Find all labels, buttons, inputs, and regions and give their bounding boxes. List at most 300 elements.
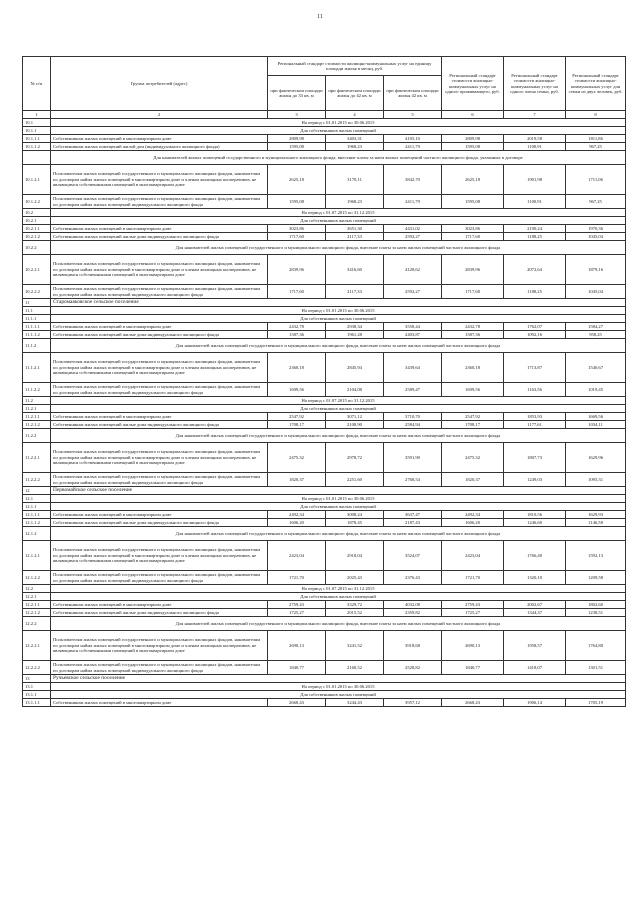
period-label: Для собственников жилых помещений: [51, 217, 626, 225]
value-cell: 1968,23: [326, 143, 384, 151]
value-cell: 1606,20: [442, 519, 504, 527]
value-cell: 2359,82: [384, 609, 442, 617]
value-cell: 1807,73: [504, 443, 566, 473]
value-cell: 1820,37: [442, 473, 504, 487]
period-label: Для собственников жилых помещений: [51, 315, 626, 323]
table-row: [23, 315, 626, 323]
value-cell: 1717,60: [442, 233, 504, 241]
value-cell: 1811,86: [566, 135, 626, 143]
value-cell: 3651,30: [326, 225, 384, 233]
table-row: [23, 527, 626, 541]
value-cell: 4032,08: [384, 601, 442, 609]
row-number: 10.1.1.2: [23, 143, 51, 151]
value-cell: 2592,27: [384, 233, 442, 241]
value-cell: 3710,70: [384, 413, 442, 421]
consumer-group: Собственникам жилых помещений в многоквартирном доме: [51, 413, 268, 421]
row-number: 11.1: [23, 307, 51, 315]
value-cell: 2839,96: [442, 255, 504, 285]
table-row: [23, 519, 626, 527]
consumer-group: Собственникам жилых помещений жилые дома индивидуального жилищного фонда: [51, 609, 268, 617]
row-number: 10.2.1: [23, 217, 51, 225]
value-cell: 1970,36: [566, 225, 626, 233]
period-label: На период с 01.01.2015 по 30.06.2015: [51, 683, 626, 691]
consumer-group: Пользователям жилых помещений государственного и муниципального жилищных фондов, нанимателям по договорам найма жилых помещений в многоквартирном доме и членам жилищных кооперативов, не являющимся собственниками помещений в многоквартирном доме: [51, 443, 268, 473]
consumer-group: Собственникам жилых помещений жилые дома индивидуального жилищного фонда: [51, 233, 268, 241]
value-cell: 1320,10: [504, 571, 566, 585]
header-two-person: Региональный стандарт стоимости жилищно-коммунальных услуг для семьи из двух человек, руб.: [566, 57, 626, 111]
value-cell: 2187,43: [384, 519, 442, 527]
value-cell: 3558,44: [384, 323, 442, 331]
header-per-member: Региональный стандарт стоимости жилищно-коммунальных услуг на одного члена семьи, руб.: [504, 57, 566, 111]
row-number: 11.2.1.1: [23, 413, 51, 421]
value-cell: 1699,56: [268, 383, 326, 397]
page-number: 11: [317, 14, 323, 20]
period-label: На период с 01.07.2015 по 31.12.2015: [51, 397, 626, 405]
value-cell: 2072,64: [504, 255, 566, 285]
consumer-group: Пользователям жилых помещений государственного и муниципального жилищных фондов, нанимателям по договорам найма жилых помещений индивидуального жилищного фонда: [51, 661, 268, 675]
consumer-group: Пользователям жилых помещений государственного и муниципального жилищных фондов, нанимателям по договорам найма жилых помещений в многоквартирном доме и членам жилищных кооперативов, не являющимся собственниками помещений в многоквартирном доме: [51, 353, 268, 383]
value-cell: 1721,70: [268, 571, 326, 585]
table-row: [23, 511, 626, 519]
row-number: 12.1.1: [23, 503, 51, 511]
value-cell: 3244,43: [326, 699, 384, 707]
section-title: Ручьевское сельское поселение: [51, 675, 626, 683]
value-cell: 1100,91: [504, 143, 566, 151]
column-index: 2: [51, 111, 268, 119]
value-cell: 2423,04: [268, 541, 326, 571]
value-cell: 3008,24: [326, 511, 384, 519]
group-note: Для нанимателей жилых помещений государственного и муниципального жилищного фонда, внесение платы за наем жилых помещений частного жилищного фонда: [51, 527, 626, 541]
period-label: Для собственников жилых помещений: [51, 503, 626, 511]
value-cell: 3842,70: [384, 165, 442, 195]
value-cell: 4431,02: [384, 225, 442, 233]
value-cell: 2690,13: [268, 631, 326, 661]
value-cell: 2475,32: [442, 443, 504, 473]
value-cell: 2690,13: [442, 631, 504, 661]
row-number: 12.1.2.1: [23, 541, 51, 571]
value-cell: 1840,77: [268, 661, 326, 675]
table-row: [23, 331, 626, 339]
table-row: [23, 241, 626, 255]
value-cell: 3071,12: [326, 413, 384, 421]
row-number: 10.1.1.1: [23, 135, 51, 143]
table-row: [23, 571, 626, 585]
row-number: 12: [23, 487, 51, 495]
table-row: [23, 699, 626, 707]
consumer-group: Пользователям жилых помещений государственного и муниципального жилищных фондов, нанимателям по договорам найма жилых помещений индивидуального жилищного фонда: [51, 285, 268, 299]
value-cell: 2589,47: [384, 383, 442, 397]
table-row: [23, 473, 626, 487]
table-row: [23, 691, 626, 699]
value-cell: 1705,19: [566, 699, 626, 707]
value-cell: 4105,10: [384, 135, 442, 143]
period-label: На период с 01.01.2015 по 30.06.2015: [51, 307, 626, 315]
value-cell: 2411,79: [384, 195, 442, 209]
value-cell: 2584,94: [384, 421, 442, 429]
value-cell: 1418,07: [504, 661, 566, 675]
consumer-group: Собственникам жилых помещений жилые дома индивидуального жилищного фонда: [51, 331, 268, 339]
row-number: 10.2.1.2: [23, 233, 51, 241]
row-number: 11.1.1.1: [23, 323, 51, 331]
row-number: 12.2.2.2: [23, 661, 51, 675]
row-number: 12.1.2.2: [23, 571, 51, 585]
consumer-group: Собственникам жилых помещений в многоквартирном доме: [51, 323, 268, 331]
consumer-group: Пользователям жилых помещений государственного и муниципального жилищных фондов, нанимателям по договорам найма жилых помещений в многоквартирном доме и членам жилищных кооперативов, не являющимся собственниками помещений в многоквартирном доме: [51, 631, 268, 661]
value-cell: 3023,86: [268, 225, 326, 233]
consumer-group: Пользователям жилых помещений государственного и муниципального жилищных фондов, нанимателям по договорам найма жилых помещений индивидуального жилищного фонда: [51, 383, 268, 397]
consumer-group: Собственникам жилых помещений в многоквартирном доме: [51, 511, 268, 519]
value-cell: 2978,72: [326, 443, 384, 473]
header-area-33: при фактическом площади жилья до 33 кв. м: [268, 76, 326, 111]
value-cell: 967,25: [566, 143, 626, 151]
value-cell: 1595,08: [442, 195, 504, 209]
value-cell: 2423,04: [442, 541, 504, 571]
value-cell: 2625,18: [268, 165, 326, 195]
value-cell: 1587,36: [268, 331, 326, 339]
value-cell: 1717,60: [268, 285, 326, 299]
row-number: 10.2: [23, 209, 51, 217]
table-row: [23, 285, 626, 299]
row-number: 13: [23, 675, 51, 683]
table-row: [23, 307, 626, 315]
header-area-42plus: при фактическом площади жилья 42 кв. м: [384, 76, 442, 111]
value-cell: 2668,43: [268, 699, 326, 707]
row-number: 11.1.2: [23, 339, 51, 353]
value-cell: 2025,43: [326, 571, 384, 585]
header-num: № п/п: [23, 57, 51, 111]
table-row: [23, 383, 626, 397]
value-cell: 2376,43: [384, 571, 442, 585]
row-number: 12.1: [23, 495, 51, 503]
table-row: [23, 661, 626, 675]
value-cell: 3023,86: [442, 225, 504, 233]
value-cell: 3170,11: [326, 165, 384, 195]
value-cell: 1725,27: [268, 609, 326, 617]
row-number: 12.1.2: [23, 527, 51, 541]
value-cell: 1958,57: [504, 631, 566, 661]
table-row: [23, 255, 626, 285]
value-cell: 1034,11: [566, 421, 626, 429]
value-cell: 2547,92: [268, 413, 326, 421]
column-index: 4: [326, 111, 384, 119]
table-row: [23, 165, 626, 195]
period-label: На период с 01.01.2015 по 30.06.2015: [51, 119, 626, 127]
value-cell: 1344,37: [504, 609, 566, 617]
table-row: [23, 233, 626, 241]
value-cell: 1592,13: [566, 541, 626, 571]
row-number: 10.2.1.1: [23, 225, 51, 233]
period-label: Для собственников жилых помещений: [51, 593, 626, 601]
row-number: 11.2.2.2: [23, 473, 51, 487]
table-row: [23, 683, 626, 691]
value-cell: 3957,12: [384, 699, 442, 707]
value-cell: 2117,33: [326, 285, 384, 299]
value-cell: 3524,07: [384, 541, 442, 571]
table-row: [23, 135, 626, 143]
value-cell: 3439,64: [384, 353, 442, 383]
table-header-row: [23, 57, 626, 76]
table-row: [23, 503, 626, 511]
value-cell: 2938,34: [326, 323, 384, 331]
value-cell: 1238,51: [566, 609, 626, 617]
header-standard: Региональный стандарт стоимости жилищно-коммунальных услуг на единицу площади жилья в месяц, руб.: [268, 57, 442, 76]
value-cell: 1595,08: [268, 195, 326, 209]
column-index: 7: [504, 111, 566, 119]
value-cell: 1095,31: [566, 473, 626, 487]
value-cell: 2019,58: [504, 135, 566, 143]
value-cell: 1177,61: [504, 421, 566, 429]
group-note: Для нанимателей жилых помещений государственного и муниципального жилищного фонда, внесение платы за наем жилых помещений частного жилищного фонда: [51, 617, 626, 631]
column-index: 6: [442, 111, 504, 119]
value-cell: 2475,32: [268, 443, 326, 473]
table-row: [23, 143, 626, 151]
value-cell: 1711,06: [566, 165, 626, 195]
row-number: 10.1.2.2: [23, 195, 51, 209]
section-title: Старомаяковское сельское поселение: [51, 299, 626, 307]
consumer-group: Собственникам жилых помещений в многоквартирном доме: [51, 225, 268, 233]
row-number: 10.1.2.1: [23, 165, 51, 195]
value-cell: 1721,70: [442, 571, 504, 585]
header-area-42: при фактическом площади жилья до 42 кв. м: [326, 76, 384, 111]
value-cell: 1595,08: [442, 143, 504, 151]
value-cell: 3403,31: [326, 135, 384, 143]
value-cell: 1879,16: [566, 255, 626, 285]
row-number: 10.2.2.2: [23, 285, 51, 299]
value-cell: 2759,43: [268, 601, 326, 609]
table-row: [23, 495, 626, 503]
standards-table: [22, 56, 626, 707]
consumer-group: Пользователям жилых помещений государственного и муниципального жилищных фондов, нанимателям по договорам найма жилых помещений индивидуального жилищного фонда: [51, 473, 268, 487]
value-cell: 1301,51: [566, 661, 626, 675]
value-cell: 1249,03: [504, 473, 566, 487]
row-number: 13.1.1.1: [23, 699, 51, 707]
table-row: [23, 601, 626, 609]
group-note: Для нанимателей жилых помещений государственного и муниципального жилищного фонда, внесение платы за наем жилых помещений частного жилищного фонда, указанных в договоре: [51, 151, 626, 165]
value-cell: 1906,14: [504, 699, 566, 707]
consumer-group: Пользователям жилых помещений государственного и муниципального жилищных фондов, нанимателям по договорам найма жилых помещений в многоквартирном доме и членам жилищных кооперативов, не являющимся собственниками помещений в многоквартирном доме: [51, 541, 268, 571]
value-cell: 2002,67: [504, 601, 566, 609]
table-row: [23, 151, 626, 165]
value-cell: 2768,54: [384, 473, 442, 487]
table-row: [23, 299, 626, 307]
column-index: 1: [23, 111, 51, 119]
value-cell: 1146,58: [566, 519, 626, 527]
value-cell: 1606,20: [268, 519, 326, 527]
value-cell: 3241,52: [326, 631, 384, 661]
value-cell: 1968,23: [326, 195, 384, 209]
table-row: [23, 217, 626, 225]
row-number: 11.2.2.1: [23, 443, 51, 473]
column-index-row: [23, 111, 626, 119]
table-row: [23, 421, 626, 429]
value-cell: 1584,27: [566, 323, 626, 331]
table-row: [23, 353, 626, 383]
value-cell: 2625,18: [442, 165, 504, 195]
section-title: Первомайское сельское поселение: [51, 487, 626, 495]
row-number: 11.1.1: [23, 315, 51, 323]
value-cell: 1587,36: [442, 331, 504, 339]
value-cell: 1209,58: [566, 571, 626, 585]
group-note: Для нанимателей жилых помещений государственного и муниципального жилищного фонда, внесение платы за наем жилых помещений частного жилищного фонда: [51, 241, 626, 255]
value-cell: 2839,96: [268, 255, 326, 285]
value-cell: 2809,98: [442, 135, 504, 143]
row-number: [23, 151, 51, 165]
value-cell: 3416,60: [326, 255, 384, 285]
value-cell: 967,25: [566, 195, 626, 209]
value-cell: 3918,68: [384, 631, 442, 661]
value-cell: 1246,60: [504, 519, 566, 527]
value-cell: 2592,27: [384, 285, 442, 299]
table-body: [23, 119, 626, 707]
table-row: [23, 225, 626, 233]
row-number: 11.1.2.2: [23, 383, 51, 397]
value-cell: 1092,16: [504, 331, 566, 339]
consumer-group: Собственникам жилых помещений в многоквартирном доме: [51, 699, 268, 707]
value-cell: 2403,87: [384, 331, 442, 339]
table-row: [23, 413, 626, 421]
value-cell: 1713,87: [504, 353, 566, 383]
value-cell: 1699,56: [442, 383, 504, 397]
value-cell: 1629,96: [566, 443, 626, 473]
consumer-group: Собственникам жилых помещений в многоквартирном доме: [51, 601, 268, 609]
table-row: [23, 617, 626, 631]
value-cell: 1163,56: [504, 383, 566, 397]
value-cell: 1725,27: [442, 609, 504, 617]
value-cell: 3637,47: [384, 511, 442, 519]
row-number: 10.1.1: [23, 127, 51, 135]
value-cell: 1100,91: [504, 195, 566, 209]
value-cell: 4128,62: [384, 255, 442, 285]
row-number: 11.2: [23, 397, 51, 405]
value-cell: 1766,40: [504, 541, 566, 571]
value-cell: 2015,52: [326, 609, 384, 617]
value-cell: 1045,04: [566, 285, 626, 299]
value-cell: 2492,34: [268, 511, 326, 519]
table-row: [23, 631, 626, 661]
row-number: 10.1: [23, 119, 51, 127]
consumer-group: Собственникам жилых помещений в многоквартирном доме: [51, 135, 268, 143]
value-cell: 1629,93: [566, 511, 626, 519]
value-cell: 2668,43: [442, 699, 504, 707]
row-number: 13.1.1: [23, 691, 51, 699]
value-cell: 2117,33: [326, 233, 384, 241]
table-row: [23, 593, 626, 601]
row-number: 11.2.1.2: [23, 421, 51, 429]
table-row: [23, 429, 626, 443]
value-cell: 1019,45: [566, 383, 626, 397]
consumer-group: Собственникам жилых помещений жилой дом (индивидуального жилищного фонда): [51, 143, 268, 151]
value-cell: 1540,67: [566, 353, 626, 383]
value-cell: 2411,79: [384, 143, 442, 151]
value-cell: 1188,25: [504, 233, 566, 241]
row-number: 11: [23, 299, 51, 307]
value-cell: 1878,45: [326, 519, 384, 527]
period-label: Для собственников жилых помещений: [51, 405, 626, 413]
value-cell: 2432,78: [442, 323, 504, 331]
period-label: Для собственников жилых помещений: [51, 691, 626, 699]
group-note: Для нанимателей жилых помещений государственного и муниципального жилищного фонда, внесение платы за наем жилых помещений частного жилищного фонда: [51, 339, 626, 353]
consumer-group: Пользователям жилых помещений государственного и муниципального жилищных фондов, нанимателям по договорам найма жилых помещений индивидуального жилищного фонда: [51, 571, 268, 585]
value-cell: 1764,80: [566, 631, 626, 661]
row-number: 11.1.1.2: [23, 331, 51, 339]
row-number: 12.2.2.1: [23, 631, 51, 661]
value-cell: 2918,04: [326, 541, 384, 571]
value-cell: 2190,24: [504, 225, 566, 233]
table-row: [23, 323, 626, 331]
consumer-group: Пользователям жилых помещений государственного и муниципального жилищных фондов, нанимателям по договорам найма жилых помещений в многоквартирном доме и членам жилищных кооперативов, не являющимся собственниками помещений в многоквартирном доме: [51, 255, 268, 285]
column-index: 8: [566, 111, 626, 119]
consumer-group: Пользователям жилых помещений государственного и муниципального жилищных фондов, нанимателям по договорам найма жилых помещений в многоквартирном доме и членам жилищных кооперативов, не являющимся собственниками помещений в многоквартирном доме: [51, 165, 268, 195]
row-number: 12.2.2: [23, 617, 51, 631]
period-label: На период с 01.07.2015 по 31.12.2015: [51, 585, 626, 593]
period-label: Для собственников жилых помещений: [51, 127, 626, 135]
column-index: 3: [268, 111, 326, 119]
value-cell: 2809,98: [268, 135, 326, 143]
header-per-person: Региональный стандарт стоимости жилищно-коммунальных услуг на одного проживающего, руб.: [442, 57, 504, 111]
consumer-group: Собственникам жилых помещений жилые дома индивидуального жилищного фонда: [51, 421, 268, 429]
table-row: [23, 405, 626, 413]
table-row: [23, 541, 626, 571]
value-cell: 2528,82: [384, 661, 442, 675]
table-row: [23, 209, 626, 217]
column-index: 5: [384, 111, 442, 119]
row-number: 11.1.2.1: [23, 353, 51, 383]
value-cell: 3329,72: [326, 601, 384, 609]
row-number: 11.2.2: [23, 429, 51, 443]
value-cell: 1708,17: [268, 421, 326, 429]
table-row: [23, 397, 626, 405]
table-row: [23, 443, 626, 473]
row-number: 12.1.1.1: [23, 511, 51, 519]
value-cell: 1820,37: [268, 473, 326, 487]
table-row: [23, 339, 626, 353]
value-cell: 1708,17: [442, 421, 504, 429]
value-cell: 1840,77: [442, 661, 504, 675]
value-cell: 1901,98: [504, 165, 566, 195]
value-cell: 2104,08: [326, 383, 384, 397]
consumer-group: Собственникам жилых помещений жилые дома индивидуального жилищного фонда: [51, 519, 268, 527]
value-cell: 2845,94: [326, 353, 384, 383]
table-row: [23, 675, 626, 683]
value-cell: 2360,18: [268, 353, 326, 383]
row-number: 10.2.2.1: [23, 255, 51, 285]
consumer-group: Пользователям жилых помещений государственного и муниципального жилищных фондов, нанимателям по договорам найма жилых помещений индивидуального жилищного фонда: [51, 195, 268, 209]
row-number: 13.1: [23, 683, 51, 691]
value-cell: 1853,93: [504, 413, 566, 421]
value-cell: 1762,07: [504, 323, 566, 331]
row-number: 12.2.1.2: [23, 609, 51, 617]
table-row: [23, 119, 626, 127]
value-cell: 1188,25: [504, 285, 566, 299]
value-cell: 2360,18: [442, 353, 504, 383]
value-cell: 2108,90: [326, 421, 384, 429]
value-cell: 1717,60: [442, 285, 504, 299]
value-cell: 1669,56: [566, 413, 626, 421]
row-number: 12.2: [23, 585, 51, 593]
table-row: [23, 487, 626, 495]
table-row: [23, 585, 626, 593]
value-cell: 1810,56: [504, 511, 566, 519]
value-cell: 2160,52: [326, 661, 384, 675]
group-note: Для нанимателей жилых помещений государственного и муниципального жилищного фонда, внесение платы за наем жилых помещений частного жилищного фонда: [51, 429, 626, 443]
value-cell: 2432,78: [268, 323, 326, 331]
value-cell: 1717,60: [268, 233, 326, 241]
period-label: На период с 01.01.2015 по 30.06.2015: [51, 495, 626, 503]
period-label: На период с 01.07.2015 по 31.12.2015: [51, 209, 626, 217]
value-cell: 2759,43: [442, 601, 504, 609]
value-cell: 1595,08: [268, 143, 326, 151]
value-cell: 3591,90: [384, 443, 442, 473]
